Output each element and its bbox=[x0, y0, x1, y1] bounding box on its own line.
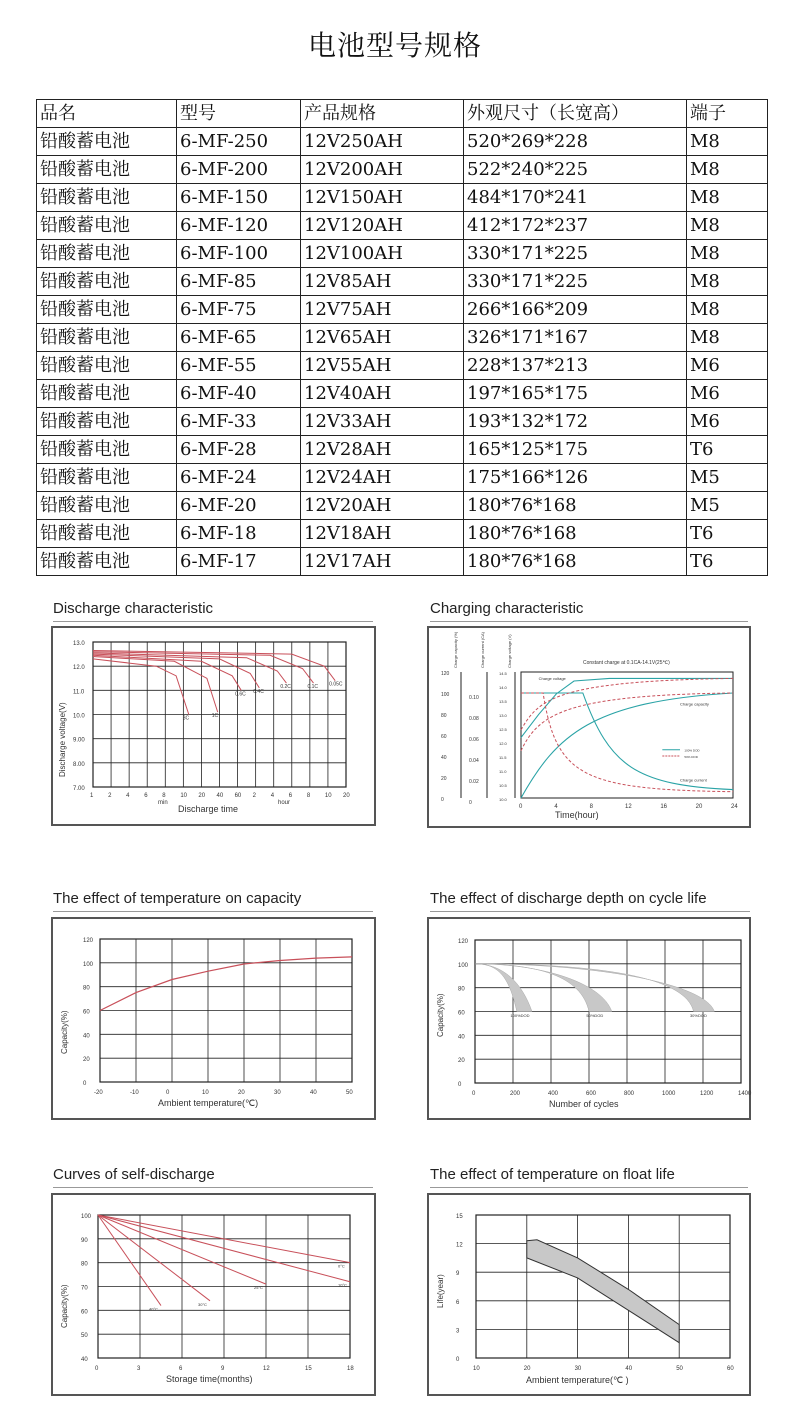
x-axis-label: Time(hour) bbox=[555, 810, 599, 820]
y-tick-label: 0 bbox=[456, 1357, 460, 1363]
chart-title-text: The effect of discharge depth on cycle life bbox=[430, 890, 707, 907]
y-tick-label: 120 bbox=[458, 939, 469, 945]
x-tick-label: 8 bbox=[589, 804, 594, 810]
curve-label: 0.6C bbox=[235, 691, 246, 698]
cell-dimensions: 520*269*228 bbox=[464, 128, 687, 156]
cell-name: 铅酸蓄电池 bbox=[37, 156, 177, 184]
y-tick-label: 80 bbox=[441, 713, 447, 719]
x-tick-label: 60 bbox=[234, 793, 242, 799]
chart-title-text: The effect of temperature on capacity bbox=[53, 890, 302, 907]
cell-model: 6-MF-40 bbox=[177, 380, 301, 408]
y-tick-label: 0.04 bbox=[469, 758, 479, 764]
x-tick-label: 8 bbox=[306, 793, 311, 799]
cell-terminal: M6 bbox=[687, 380, 768, 408]
y-tick-label: 14.5 bbox=[499, 671, 507, 676]
y-tick-label: 70 bbox=[81, 1285, 88, 1292]
cell-name: 铅酸蓄电池 bbox=[37, 548, 177, 576]
chart-panel-discharge bbox=[51, 626, 376, 826]
cell-name: 铅酸蓄电池 bbox=[37, 240, 177, 268]
chart-panel-self-discharge bbox=[51, 1193, 376, 1396]
y-tick-label: 9 bbox=[456, 1271, 460, 1278]
y-tick-label: 0 bbox=[458, 1082, 462, 1088]
x-axis-label: Number of cycles bbox=[549, 1099, 619, 1109]
y-tick-label: 50 bbox=[81, 1333, 88, 1340]
y-tick-label: 7.00 bbox=[73, 786, 85, 792]
temp-capacity-chart-svg bbox=[53, 919, 374, 1118]
y-tick-label: 100 bbox=[458, 962, 469, 969]
cell-terminal: T6 bbox=[687, 548, 768, 576]
cell-terminal: M5 bbox=[687, 492, 768, 520]
cell-name: 铅酸蓄电池 bbox=[37, 436, 177, 464]
y-tick-label: 80 bbox=[83, 985, 90, 992]
x-tick-label: 9 bbox=[221, 1366, 225, 1372]
y-tick-label: 15 bbox=[456, 1214, 463, 1220]
curve-label: Charge capacity bbox=[680, 701, 709, 707]
chart-title-discharge bbox=[53, 600, 213, 617]
cell-model: 6-MF-85 bbox=[177, 268, 301, 296]
x-tick-label: 20 bbox=[343, 793, 350, 799]
x-tick-label: 12 bbox=[625, 804, 632, 810]
axis-header-label: Charge current (CA) bbox=[480, 631, 485, 668]
cell-dimensions: 180*76*168 bbox=[464, 548, 687, 576]
spec-table-body bbox=[37, 128, 768, 576]
table-header-row bbox=[37, 100, 768, 128]
band-label: 100%DOD bbox=[510, 1012, 530, 1018]
title-underline bbox=[430, 621, 748, 622]
x-tick-label: 60 bbox=[727, 1366, 734, 1372]
title-underline bbox=[430, 911, 750, 912]
y-tick-label: 80 bbox=[458, 986, 465, 993]
cell-terminal: M8 bbox=[687, 184, 768, 212]
y-tick-label: 12 bbox=[456, 1242, 463, 1249]
cell-dimensions: 330*171*225 bbox=[464, 268, 687, 296]
cell-dimensions: 326*171*167 bbox=[464, 324, 687, 352]
x-tick-label: 50 bbox=[346, 1090, 353, 1096]
axis-header-label: Charge capacity (%) bbox=[453, 631, 458, 668]
y-tick-label: 3 bbox=[456, 1328, 460, 1335]
x-tick-label: 24 bbox=[731, 804, 738, 810]
chart-title-self-discharge bbox=[53, 1166, 215, 1183]
chart-title-charging bbox=[430, 600, 583, 617]
cell-spec: 12V55AH bbox=[301, 352, 464, 380]
y-tick-label: 12.0 bbox=[73, 665, 85, 672]
x-tick-label: 0 bbox=[472, 1091, 476, 1097]
line-label: 10°C bbox=[338, 1282, 347, 1288]
x-tick-label: 40 bbox=[216, 793, 224, 799]
cell-terminal: T6 bbox=[687, 520, 768, 548]
cell-model: 6-MF-250 bbox=[177, 128, 301, 156]
x-tick-label: 40 bbox=[625, 1366, 633, 1372]
legend-label: 50% DOD bbox=[684, 755, 698, 759]
y-axis-label: Capacity(%) bbox=[436, 993, 445, 1037]
table-row bbox=[37, 128, 768, 156]
discharge-chart-svg bbox=[53, 628, 374, 824]
y-tick-label: 20 bbox=[83, 1057, 90, 1064]
x-tick-label: 8 bbox=[162, 793, 166, 799]
table-row bbox=[37, 296, 768, 324]
cell-dimensions: 193*132*172 bbox=[464, 408, 687, 436]
x-tick-label: 12 bbox=[263, 1366, 270, 1372]
cell-model: 6-MF-24 bbox=[177, 464, 301, 492]
y-axis-label: Capacity(%) bbox=[60, 1010, 69, 1054]
spec-table bbox=[36, 99, 768, 576]
cell-model: 6-MF-55 bbox=[177, 352, 301, 380]
y-tick-label: 120 bbox=[83, 938, 94, 944]
cell-model: 6-MF-28 bbox=[177, 436, 301, 464]
line-label: 30°C bbox=[198, 1301, 207, 1307]
y-tick-label: 0 bbox=[441, 797, 444, 803]
table-row bbox=[37, 408, 768, 436]
x-tick-label: 6 bbox=[144, 793, 148, 799]
chart-panel-float-life bbox=[427, 1193, 751, 1396]
y-tick-label: 0 bbox=[83, 1081, 87, 1087]
charging-chart-svg bbox=[429, 628, 749, 826]
x-tick-label: 30 bbox=[274, 1090, 281, 1096]
y-tick-label: 10.0 bbox=[73, 713, 85, 720]
y-tick-label: 0 bbox=[469, 800, 472, 806]
x-tick-label: 1200 bbox=[700, 1091, 714, 1097]
x-tick-label: 10 bbox=[202, 1090, 209, 1096]
y-axis-label: Life(year) bbox=[436, 1274, 445, 1308]
y-tick-label: 90 bbox=[81, 1237, 88, 1244]
y-tick-label: 6 bbox=[456, 1299, 460, 1306]
y-tick-label: 14.0 bbox=[499, 685, 507, 690]
chart-title-text: Discharge characteristic bbox=[53, 600, 214, 617]
charge-voltage-curve bbox=[521, 678, 733, 737]
x-tick-label: 10 bbox=[180, 793, 188, 799]
title-underline bbox=[430, 1187, 748, 1188]
x-tick-label: 2 bbox=[108, 793, 112, 799]
chart-title-float-life bbox=[430, 1166, 675, 1183]
cell-terminal: M8 bbox=[687, 324, 768, 352]
y-tick-label: 10.5 bbox=[499, 783, 507, 788]
x-tick-label: 20 bbox=[523, 1366, 531, 1372]
cell-spec: 12V200AH bbox=[301, 156, 464, 184]
x-tick-label: 20 bbox=[198, 793, 206, 799]
x-axis-label: Storage time(months) bbox=[166, 1374, 253, 1384]
cell-dimensions: 412*172*237 bbox=[464, 212, 687, 240]
cell-spec: 12V40AH bbox=[301, 380, 464, 408]
y-axis-label: Discharge voltage(V) bbox=[58, 702, 67, 777]
table-row bbox=[37, 520, 768, 548]
axis-header-label: Charge voltage (V) bbox=[507, 634, 512, 668]
cell-dimensions: 228*137*213 bbox=[464, 352, 687, 380]
x-tick-label: 0 bbox=[95, 1366, 99, 1372]
y-tick-label: 60 bbox=[83, 1009, 90, 1016]
x-tick-label: 4 bbox=[554, 804, 558, 810]
dod-cycle-chart-svg bbox=[429, 919, 752, 1118]
cell-terminal: M8 bbox=[687, 212, 768, 240]
y-tick-label: 0.10 bbox=[469, 695, 479, 701]
line-label: 25°C bbox=[254, 1285, 263, 1291]
y-axis-label: Capacity(%) bbox=[60, 1284, 69, 1328]
cell-name: 铅酸蓄电池 bbox=[37, 296, 177, 324]
chart-panel-dod-cycle bbox=[427, 917, 751, 1120]
y-tick-label: 40 bbox=[441, 755, 447, 761]
cell-dimensions: 522*240*225 bbox=[464, 156, 687, 184]
cell-model: 6-MF-17 bbox=[177, 548, 301, 576]
title-underline bbox=[53, 911, 373, 912]
cell-terminal: M5 bbox=[687, 464, 768, 492]
y-tick-label: 12.0 bbox=[499, 741, 507, 746]
curve-label: 3C bbox=[182, 715, 190, 722]
table-row bbox=[37, 352, 768, 380]
cell-terminal: T6 bbox=[687, 436, 768, 464]
table-row bbox=[37, 212, 768, 240]
cell-name: 铅酸蓄电池 bbox=[37, 324, 177, 352]
self-discharge-chart-svg bbox=[53, 1195, 374, 1394]
cell-spec: 12V17AH bbox=[301, 548, 464, 576]
table-row bbox=[37, 436, 768, 464]
band-label: 30%DOD bbox=[689, 1012, 707, 1018]
x-tick-label: 6 bbox=[179, 1366, 183, 1372]
cell-terminal: M8 bbox=[687, 128, 768, 156]
cell-model: 6-MF-150 bbox=[177, 184, 301, 212]
cell-dimensions: 165*125*175 bbox=[464, 436, 687, 464]
cell-name: 铅酸蓄电池 bbox=[37, 268, 177, 296]
y-tick-label: 0.02 bbox=[469, 779, 479, 785]
cell-terminal: M8 bbox=[687, 156, 768, 184]
y-tick-label: 11.0 bbox=[499, 769, 507, 774]
header-dimensions: 外观尺寸（长宽高） bbox=[464, 100, 687, 128]
chart-panel-temp-capacity bbox=[51, 917, 376, 1120]
x-axis-label: Ambient temperature(℃) bbox=[158, 1098, 259, 1108]
cell-terminal: M6 bbox=[687, 352, 768, 380]
x-tick-label: 1 bbox=[90, 793, 94, 799]
x-tick-label: 6 bbox=[288, 793, 293, 799]
cell-name: 铅酸蓄电池 bbox=[37, 464, 177, 492]
y-tick-label: 20 bbox=[458, 1058, 465, 1065]
cell-model: 6-MF-100 bbox=[177, 240, 301, 268]
chart-title-text: The effect of temperature on float life bbox=[430, 1166, 675, 1183]
cell-model: 6-MF-120 bbox=[177, 212, 301, 240]
curve-label: Charge current bbox=[680, 777, 707, 783]
cell-spec: 12V100AH bbox=[301, 240, 464, 268]
cell-dimensions: 180*76*168 bbox=[464, 492, 687, 520]
x-tick-label: 3 bbox=[137, 1366, 141, 1372]
charge-current-curve bbox=[521, 693, 733, 790]
self-discharge-line-4 bbox=[98, 1215, 161, 1306]
page-title: 电池型号规格 bbox=[307, 29, 482, 62]
cell-dimensions: 197*165*175 bbox=[464, 380, 687, 408]
cell-model: 6-MF-33 bbox=[177, 408, 301, 436]
chart-panel-charging bbox=[427, 626, 751, 828]
x-tick-label: 15 bbox=[305, 1366, 312, 1372]
cell-terminal: M8 bbox=[687, 296, 768, 324]
chart-title-text: Charging characteristic bbox=[430, 600, 584, 617]
header-model: 型号 bbox=[177, 100, 301, 128]
y-tick-label: 11.5 bbox=[499, 755, 507, 760]
y-tick-label: 13.0 bbox=[73, 641, 85, 647]
table-row bbox=[37, 464, 768, 492]
curve-label: 0.1C bbox=[307, 684, 319, 691]
x-tick-label: 16 bbox=[660, 804, 668, 810]
x-tick-label: 50 bbox=[676, 1366, 683, 1372]
y-tick-label: 0.08 bbox=[469, 716, 479, 722]
y-tick-label: 8.00 bbox=[73, 761, 85, 768]
cell-name: 铅酸蓄电池 bbox=[37, 492, 177, 520]
cell-terminal: M8 bbox=[687, 240, 768, 268]
y-tick-label: 12.5 bbox=[499, 727, 507, 732]
x-tick-label: 0 bbox=[166, 1090, 170, 1096]
y-tick-label: 9.00 bbox=[73, 737, 85, 744]
cell-model: 6-MF-75 bbox=[177, 296, 301, 324]
x-tick-label: 20 bbox=[695, 804, 703, 810]
y-tick-label: 100 bbox=[441, 692, 450, 698]
discharge-curve-3C bbox=[93, 659, 189, 715]
x-tick-label: 4 bbox=[126, 793, 130, 799]
cell-spec: 12V85AH bbox=[301, 268, 464, 296]
x-axis-label: Discharge time bbox=[178, 804, 239, 814]
cell-name: 铅酸蓄电池 bbox=[37, 380, 177, 408]
cell-spec: 12V18AH bbox=[301, 520, 464, 548]
y-tick-label: 10.0 bbox=[499, 797, 507, 802]
cell-terminal: M6 bbox=[687, 408, 768, 436]
x-tick-label: 30 bbox=[574, 1366, 582, 1372]
table-row bbox=[37, 240, 768, 268]
x-tick-label: 4 bbox=[270, 793, 275, 799]
y-tick-label: 40 bbox=[458, 1034, 465, 1041]
curve-label: Charge voltage bbox=[538, 676, 566, 681]
title-underline bbox=[53, 621, 373, 622]
x-tick-label: 40 bbox=[310, 1090, 317, 1096]
cell-dimensions: 484*170*241 bbox=[464, 184, 687, 212]
y-tick-label: 100 bbox=[83, 961, 94, 968]
y-tick-label: 13.5 bbox=[499, 699, 507, 704]
header-name: 品名 bbox=[37, 100, 177, 128]
x-tick-label: 800 bbox=[624, 1091, 635, 1097]
y-tick-label: 11.0 bbox=[73, 689, 85, 696]
cell-spec: 12V250AH bbox=[301, 128, 464, 156]
curve-label: 0.05C bbox=[329, 681, 343, 688]
cell-model: 6-MF-18 bbox=[177, 520, 301, 548]
x-axis-label: Ambient temperature(℃ ) bbox=[526, 1375, 629, 1385]
x-tick-label: 600 bbox=[586, 1091, 597, 1097]
y-tick-label: 60 bbox=[441, 734, 447, 740]
cell-name: 铅酸蓄电池 bbox=[37, 212, 177, 240]
cell-dimensions: 266*166*209 bbox=[464, 296, 687, 324]
x-unit-label: min bbox=[158, 800, 168, 806]
y-tick-label: 40 bbox=[81, 1357, 88, 1363]
cell-spec: 12V33AH bbox=[301, 408, 464, 436]
table-row bbox=[37, 184, 768, 212]
cell-dimensions: 175*166*126 bbox=[464, 464, 687, 492]
cell-spec: 12V150AH bbox=[301, 184, 464, 212]
cell-name: 铅酸蓄电池 bbox=[37, 352, 177, 380]
x-tick-label: 200 bbox=[510, 1091, 521, 1097]
discharge-curve-0.4C bbox=[93, 654, 259, 688]
self-discharge-line-3 bbox=[98, 1215, 210, 1301]
cell-model: 6-MF-20 bbox=[177, 492, 301, 520]
x-tick-label: -10 bbox=[130, 1090, 139, 1096]
table-row bbox=[37, 268, 768, 296]
title-underline bbox=[53, 1187, 373, 1188]
cell-terminal: M8 bbox=[687, 268, 768, 296]
y-tick-label: 80 bbox=[81, 1261, 88, 1268]
table-row bbox=[37, 156, 768, 184]
chart-title-text: Curves of self-discharge bbox=[53, 1166, 215, 1183]
cell-dimensions: 330*171*225 bbox=[464, 240, 687, 268]
line-label: 0°C bbox=[338, 1263, 345, 1269]
cell-spec: 12V20AH bbox=[301, 492, 464, 520]
table-row bbox=[37, 380, 768, 408]
x-tick-label: -20 bbox=[94, 1090, 103, 1096]
legend-label: 100% DOD bbox=[684, 748, 700, 753]
y-tick-label: 20 bbox=[441, 776, 447, 782]
x-tick-label: 20 bbox=[238, 1090, 245, 1096]
curve-label: 1C bbox=[211, 713, 219, 720]
y-tick-label: 100 bbox=[81, 1214, 92, 1220]
band-label: 50%DOD bbox=[586, 1012, 604, 1018]
discharge-curve-1C bbox=[93, 657, 218, 713]
header-spec: 产品规格 bbox=[301, 100, 464, 128]
x-tick-label: 0 bbox=[519, 804, 523, 810]
x-tick-label: 400 bbox=[548, 1091, 559, 1097]
cell-name: 铅酸蓄电池 bbox=[37, 128, 177, 156]
cell-spec: 12V65AH bbox=[301, 324, 464, 352]
y-tick-label: 13.0 bbox=[499, 713, 507, 718]
y-tick-label: 120 bbox=[441, 671, 450, 677]
table-row bbox=[37, 548, 768, 576]
cell-name: 铅酸蓄电池 bbox=[37, 520, 177, 548]
cell-dimensions: 180*76*168 bbox=[464, 520, 687, 548]
cell-spec: 12V75AH bbox=[301, 296, 464, 324]
cell-name: 铅酸蓄电池 bbox=[37, 408, 177, 436]
y-tick-label: 60 bbox=[458, 1010, 465, 1017]
line-label: 40°C bbox=[149, 1306, 158, 1312]
cell-spec: 12V28AH bbox=[301, 436, 464, 464]
x-tick-label: 10 bbox=[324, 793, 332, 799]
table-row bbox=[37, 324, 768, 352]
curve-label: 0.4C bbox=[253, 688, 264, 695]
chart-title-temp-capacity bbox=[53, 890, 301, 907]
capacity-curve bbox=[100, 957, 352, 1011]
cell-name: 铅酸蓄电池 bbox=[37, 184, 177, 212]
cell-spec: 12V120AH bbox=[301, 212, 464, 240]
x-tick-label: 2 bbox=[252, 793, 256, 799]
x-unit-label: hour bbox=[278, 800, 291, 806]
charging-annotation: Constant charge at 0.1CA-14.1V(25℃) bbox=[583, 660, 670, 666]
x-tick-label: 1400 bbox=[738, 1091, 752, 1097]
x-tick-label: 18 bbox=[347, 1366, 354, 1372]
y-tick-label: 60 bbox=[81, 1309, 88, 1316]
cell-spec: 12V24AH bbox=[301, 464, 464, 492]
header-terminal: 端子 bbox=[687, 100, 768, 128]
float-life-band bbox=[527, 1240, 679, 1343]
y-tick-label: 40 bbox=[83, 1033, 90, 1040]
chart-title-dod-cycle bbox=[430, 890, 707, 907]
y-tick-label: 0.06 bbox=[469, 737, 479, 743]
x-tick-label: 10 bbox=[473, 1366, 480, 1372]
x-tick-label: 1000 bbox=[662, 1091, 676, 1097]
curve-label: 0.2C bbox=[280, 684, 291, 691]
table-row bbox=[37, 492, 768, 520]
cell-model: 6-MF-200 bbox=[177, 156, 301, 184]
cell-model: 6-MF-65 bbox=[177, 324, 301, 352]
float-life-chart-svg bbox=[429, 1195, 749, 1394]
